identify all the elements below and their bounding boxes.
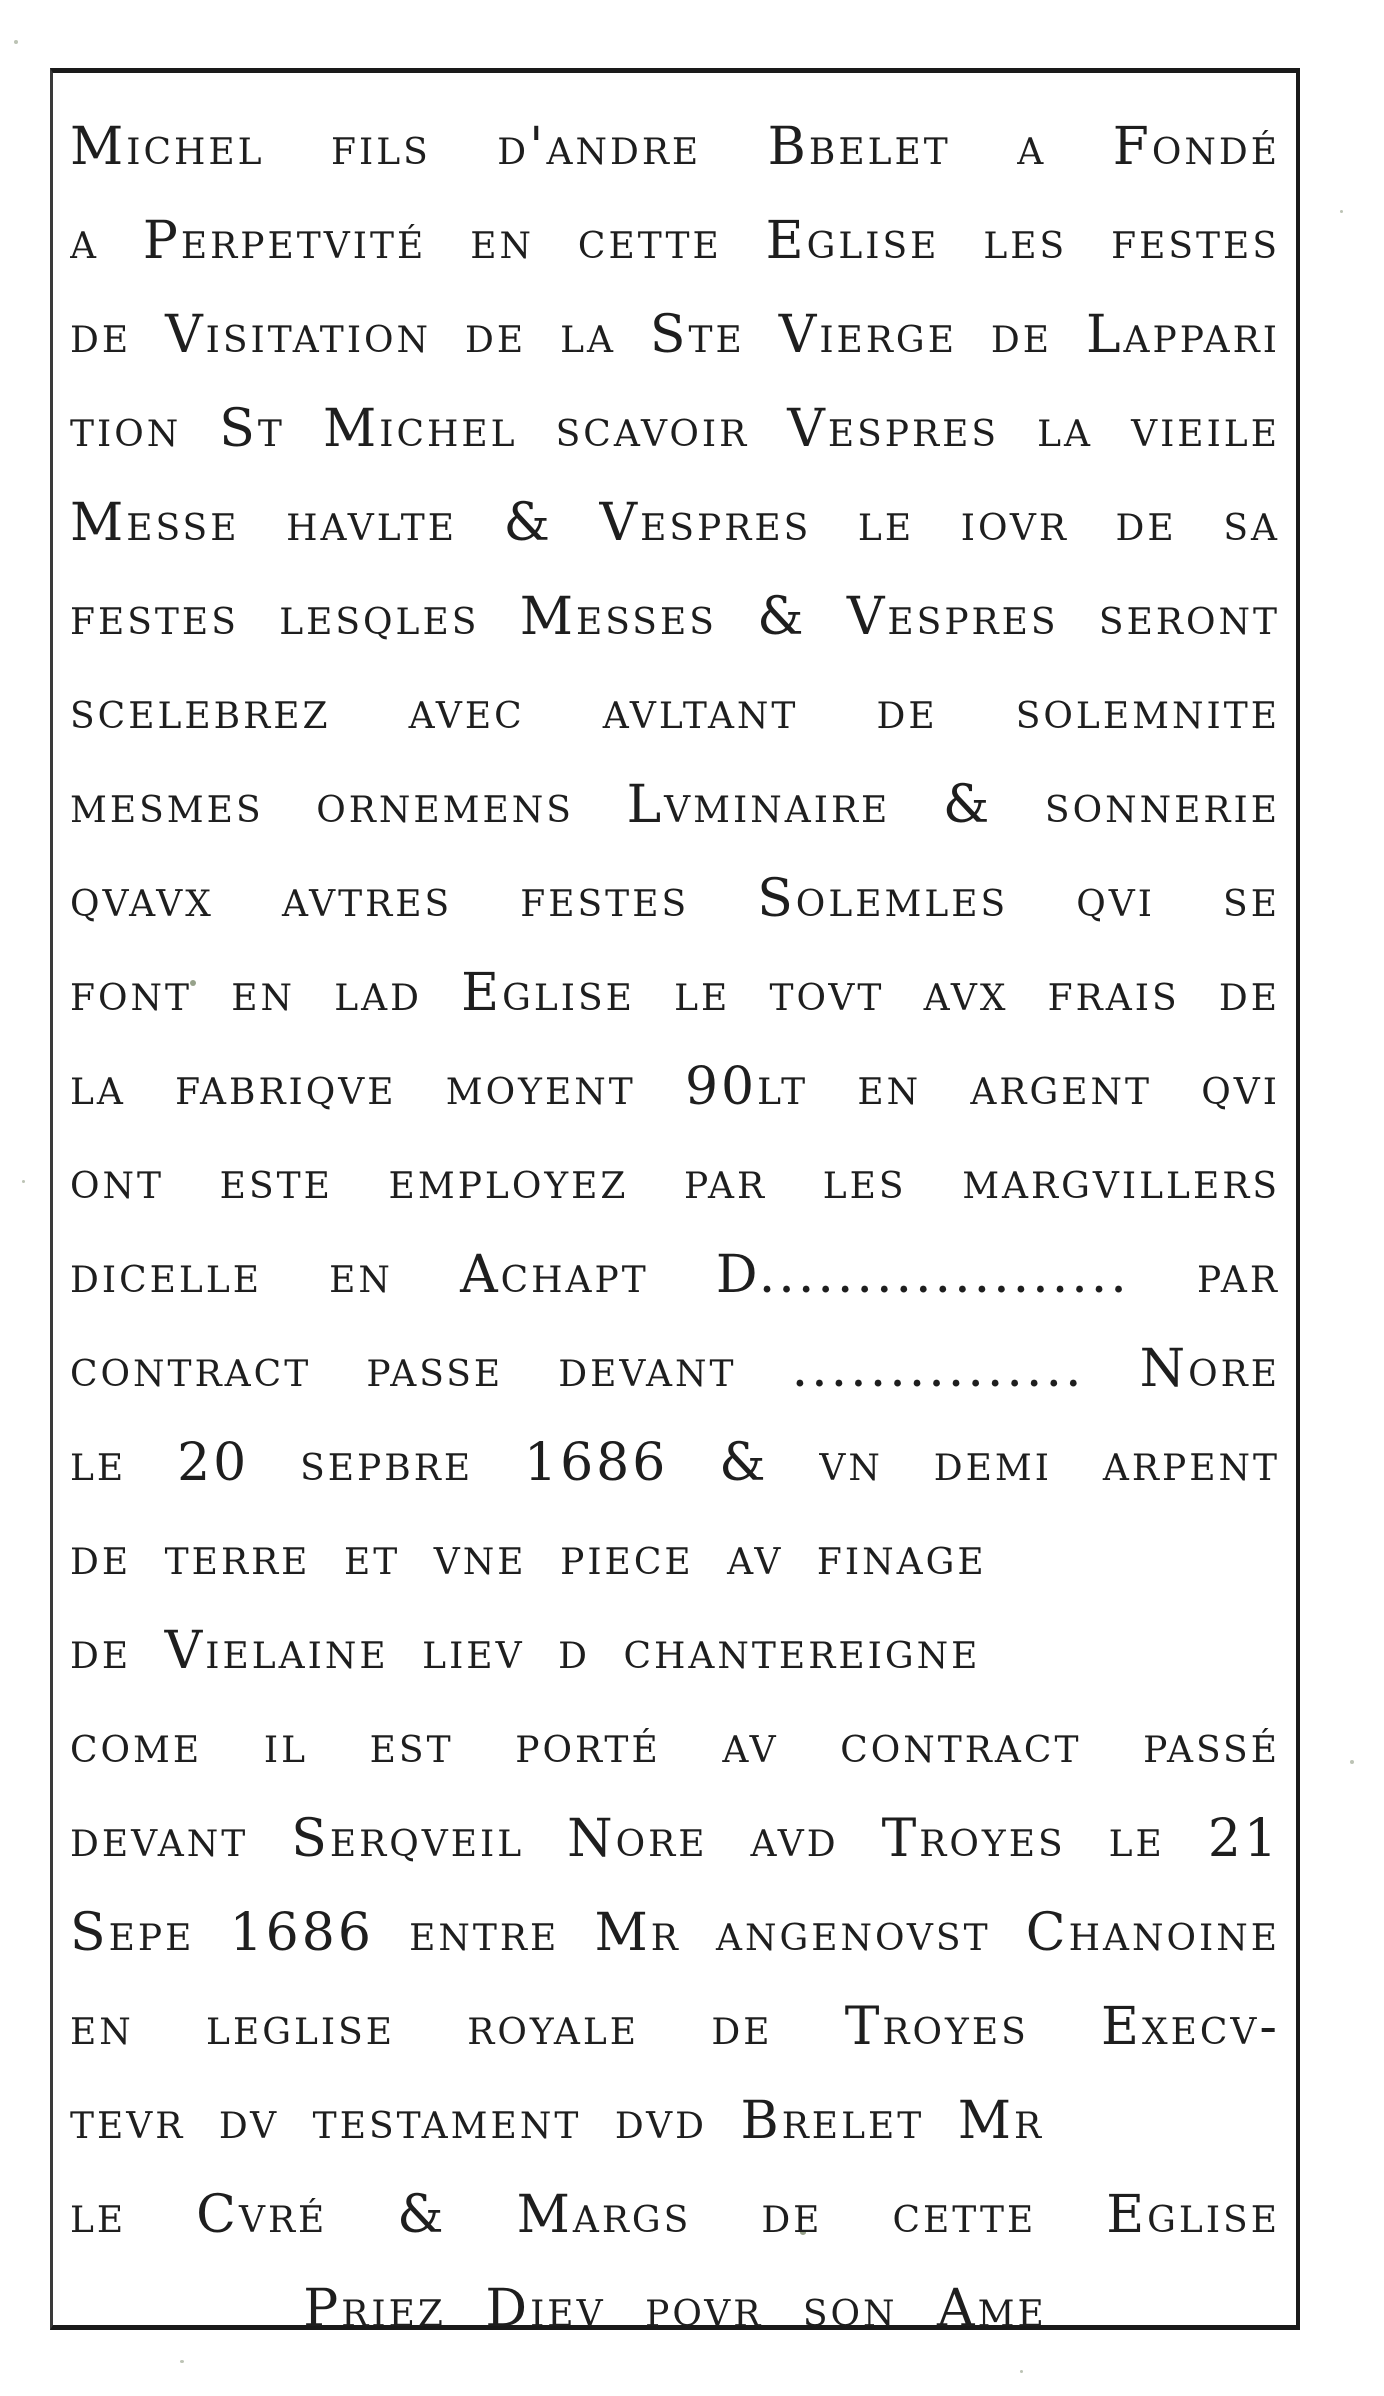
- inscription-line: mesmes ornemens Lvminaire & sonnerie: [70, 775, 1280, 835]
- speckle: [1340, 210, 1343, 213]
- inscription-line: la fabriqve moyent 90lt en argent qvi: [70, 1057, 1280, 1117]
- speckle: [180, 2360, 184, 2363]
- inscription-line: scelebrez avec avltant de solemnite: [70, 681, 1280, 741]
- speckle: [14, 40, 18, 44]
- inscription-line: festes lesqles Messes & Vespres seront: [70, 587, 1280, 647]
- inscription-line: come il est porté av contract passé: [70, 1715, 1280, 1775]
- inscription-line: Michel fils d'andre Bbelet a Fondé: [70, 117, 1280, 177]
- inscription-text: [70, 100, 1280, 2356]
- inscription-line: a Perpetvité en cette Eglise les festes: [70, 211, 1280, 271]
- inscription-line: font en lad Eglise le tovt avx frais de: [70, 963, 1280, 1023]
- inscription-line: ont este employez par les margvillers: [70, 1151, 1280, 1211]
- inscription-closing-line: Priez Diev povr son Ame: [303, 2279, 1047, 2339]
- inscription-line: Sepe 1686 entre Mr angenovst Chanoine: [70, 1903, 1280, 1963]
- inscription-line: qvavx avtres festes Solemles qvi se: [70, 869, 1280, 929]
- inscription-line: tion St Michel scavoir Vespres la vieile: [70, 399, 1280, 459]
- inscription-line: contract passe devant ............... Nore: [70, 1339, 1280, 1399]
- speckle: [1020, 2370, 1023, 2373]
- speckle: [1350, 1760, 1354, 1764]
- inscription-line: tevr dv testament dvd Brelet Mr: [70, 2091, 1045, 2151]
- inscription-line: Messe havlte & Vespres le iovr de sa: [70, 493, 1280, 553]
- inscription-line: le 20 sepbre 1686 & vn demi arpent: [70, 1433, 1280, 1493]
- inscription-line: le Cvré & Margs de cette Eglise: [70, 2185, 1280, 2245]
- inscription-line: de Visitation de la Ste Vierge de Lappari: [70, 305, 1280, 365]
- inscription-line: de Vielaine liev d chantereigne: [70, 1621, 981, 1681]
- inscription-line: de terre et vne piece av finage: [70, 1527, 987, 1587]
- inscription-line: dicelle en Achapt D................... par: [70, 1245, 1280, 1305]
- speckle: [22, 1180, 25, 1183]
- inscription-line: en leglise royale de Troyes Execv-: [70, 1997, 1280, 2057]
- inscription-line: devant Serqveil Nore avd Troyes le 21: [70, 1809, 1280, 1869]
